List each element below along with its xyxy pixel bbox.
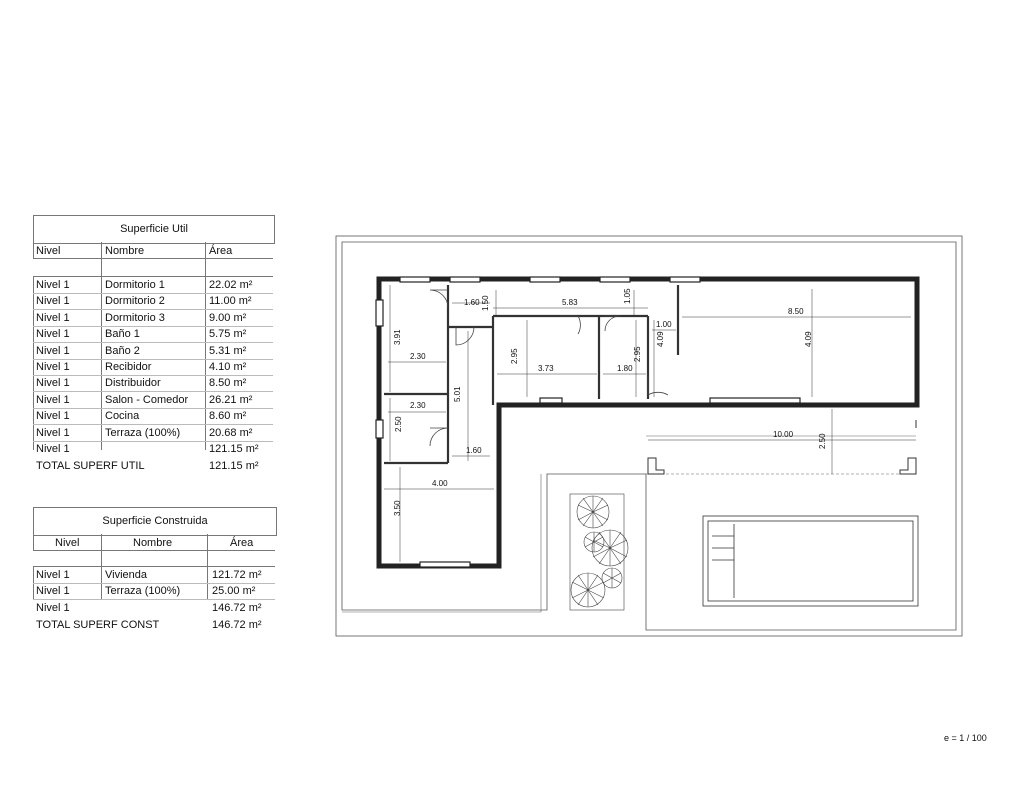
row-nivel: Nivel 1 [36,295,70,308]
total-area: 121.15 m² [209,460,259,472]
row-area: 4.10 m² [209,361,247,373]
row-nombre: Cocina [105,410,140,423]
row-nombre: Baño 1 [105,328,140,341]
dim-label: 8.50 [788,307,804,316]
row-nombre: Dormitorio 3 [105,311,165,324]
dim-label: 4.09 [804,331,813,347]
terrace-posts [648,420,916,474]
scale-label: e = 1 / 100 [944,733,987,743]
row-nivel: Nivel 1 [36,585,70,598]
header-nivel: Nivel [55,537,80,549]
subtotal-area: 121.15 m² [209,443,259,455]
total-area: 146.72 m² [212,619,262,631]
row-nivel: Nivel 1 [36,426,70,439]
dim-label: 5.83 [562,298,578,307]
row-nombre: Dormitorio 1 [105,279,165,291]
const-table-title: Superficie Construida [33,507,277,536]
dim-label: 5.01 [453,386,462,402]
header-nivel: Nivel [36,245,61,257]
row-nivel: Nivel 1 [36,328,70,341]
dim-label: 2.30 [410,401,426,410]
row-nivel: Nivel 1 [36,279,70,291]
row-nivel: Nivel 1 [36,344,70,357]
header-nombre: Nombre [133,537,173,549]
tree-symbol [577,496,609,528]
row-area: 5.75 m² [209,328,247,341]
util-table-title: Superficie Util [33,215,275,244]
tree-symbol [584,532,604,552]
dim-label: 4.00 [432,479,448,488]
total-label: TOTAL SUPERF UTIL [36,460,145,472]
row-nombre: Baño 2 [105,344,140,357]
row-area: 11.00 m² [209,295,252,308]
dim-label: 3.91 [393,329,402,345]
subtotal-area: 146.72 m² [212,602,262,614]
tree-symbol [571,573,605,607]
dim-label: 2.50 [394,416,403,432]
row-area: 9.00 m² [209,311,247,324]
row-area: 121.72 m² [212,569,262,581]
header-area: Área [230,537,254,549]
dim-label: 1.50 [481,295,490,311]
dim-label: 2.30 [410,352,426,361]
row-nombre: Distribuidor [105,377,161,390]
row-nivel: Nivel 1 [36,311,70,324]
row-nivel: Nivel 1 [36,377,70,390]
row-nombre: Terraza (100%) [105,585,181,598]
dim-label: 2.95 [633,346,642,362]
row-area: 8.60 m² [209,410,247,423]
row-nivel: Nivel 1 [36,410,70,423]
swimming-pool [703,516,918,606]
dim-label: 3.73 [538,364,554,373]
dim-label: 1.00 [656,320,672,329]
subtotal-nivel: Nivel 1 [36,443,70,455]
row-nivel: Nivel 1 [36,569,70,581]
dim-label: 1.60 [466,446,482,455]
row-nombre: Terraza (100%) [105,426,181,439]
row-area: 22.02 m² [209,279,253,291]
windows [376,277,800,567]
dim-label: 1.60 [464,298,480,307]
row-area: 25.00 m² [212,585,256,598]
subtotal-nivel: Nivel 1 [36,602,70,614]
row-nombre: Recibidor [105,361,152,373]
row-nombre: Vivienda [105,569,147,581]
dim-label: 3.50 [393,500,402,516]
planter-with-trees [570,494,628,610]
dim-label: 1.05 [623,288,632,304]
dim-label: 10.00 [773,430,794,439]
row-area: 20.68 m² [209,426,253,439]
row-nombre: Salon - Comedor [105,393,189,406]
dim-label: 4.09 [656,331,665,347]
row-nivel: Nivel 1 [36,393,70,406]
row-area: 8.50 m² [209,377,247,390]
row-nombre: Dormitorio 2 [105,295,165,308]
header-nombre: Nombre [105,245,145,257]
dim-label: 1.80 [617,364,633,373]
header-area: Área [209,245,233,257]
tree-symbol [592,530,628,566]
tree-symbol [602,568,622,588]
dim-label: 2.95 [510,348,519,364]
row-nivel: Nivel 1 [36,361,70,373]
row-area: 26.21 m² [209,393,253,406]
total-label: TOTAL SUPERF CONST [36,619,160,631]
dim-label: 2.50 [818,433,827,449]
row-area: 5.31 m² [209,344,247,357]
